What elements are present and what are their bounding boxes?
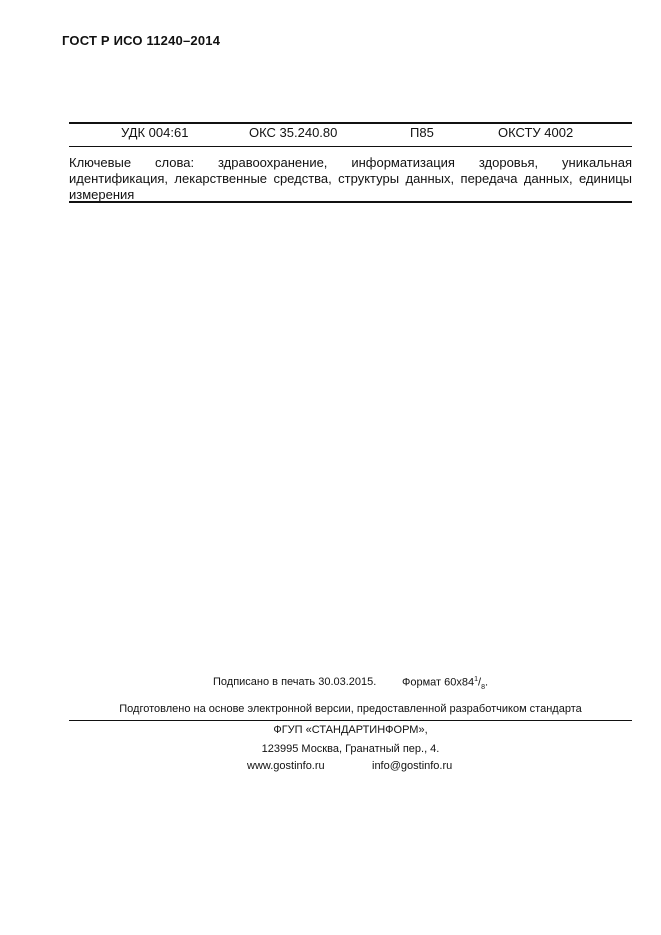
classification-row <box>69 125 632 141</box>
publisher-organization: ФГУП «СТАНДАРТИНФОРМ», <box>273 724 428 736</box>
format-denominator: 8 <box>481 683 485 691</box>
top-divider <box>69 122 632 124</box>
bottom-divider <box>69 201 632 203</box>
imprint-divider <box>69 720 632 721</box>
udk-code: УДК 004:61 <box>121 125 189 140</box>
oks-code: ОКС 35.240.80 <box>249 125 338 140</box>
publisher-address: 123995 Москва, Гранатный пер., 4. <box>261 743 440 755</box>
keywords-paragraph: Ключевые слова: здравоохранение, информатизация здоровья, уникальная идентификация, лекарственные средства, структуры данных, передача данных, единицы измерения <box>69 155 632 202</box>
website-link[interactable]: www.gostinfo.ru <box>247 760 325 772</box>
prepared-note: Подготовлено на основе электронной версии, предоставленной разработчиком стандарта <box>119 703 582 715</box>
format-suffix: . <box>484 676 489 689</box>
format-label: Формат 60x84 <box>402 676 475 689</box>
p-code: П85 <box>410 125 434 140</box>
email-link[interactable]: info@gostinfo.ru <box>372 760 453 772</box>
document-header-title: ГОСТ Р ИСО 11240–2014 <box>62 33 221 48</box>
okstu-code: ОКСТУ 4002 <box>498 125 574 140</box>
format-numerator: 1 <box>474 676 479 683</box>
classification-divider <box>69 146 632 147</box>
print-format: Формат $60x84^1/_8$. <box>402 676 489 691</box>
signed-date: Подписано в печать 30.03.2015. <box>213 676 377 688</box>
